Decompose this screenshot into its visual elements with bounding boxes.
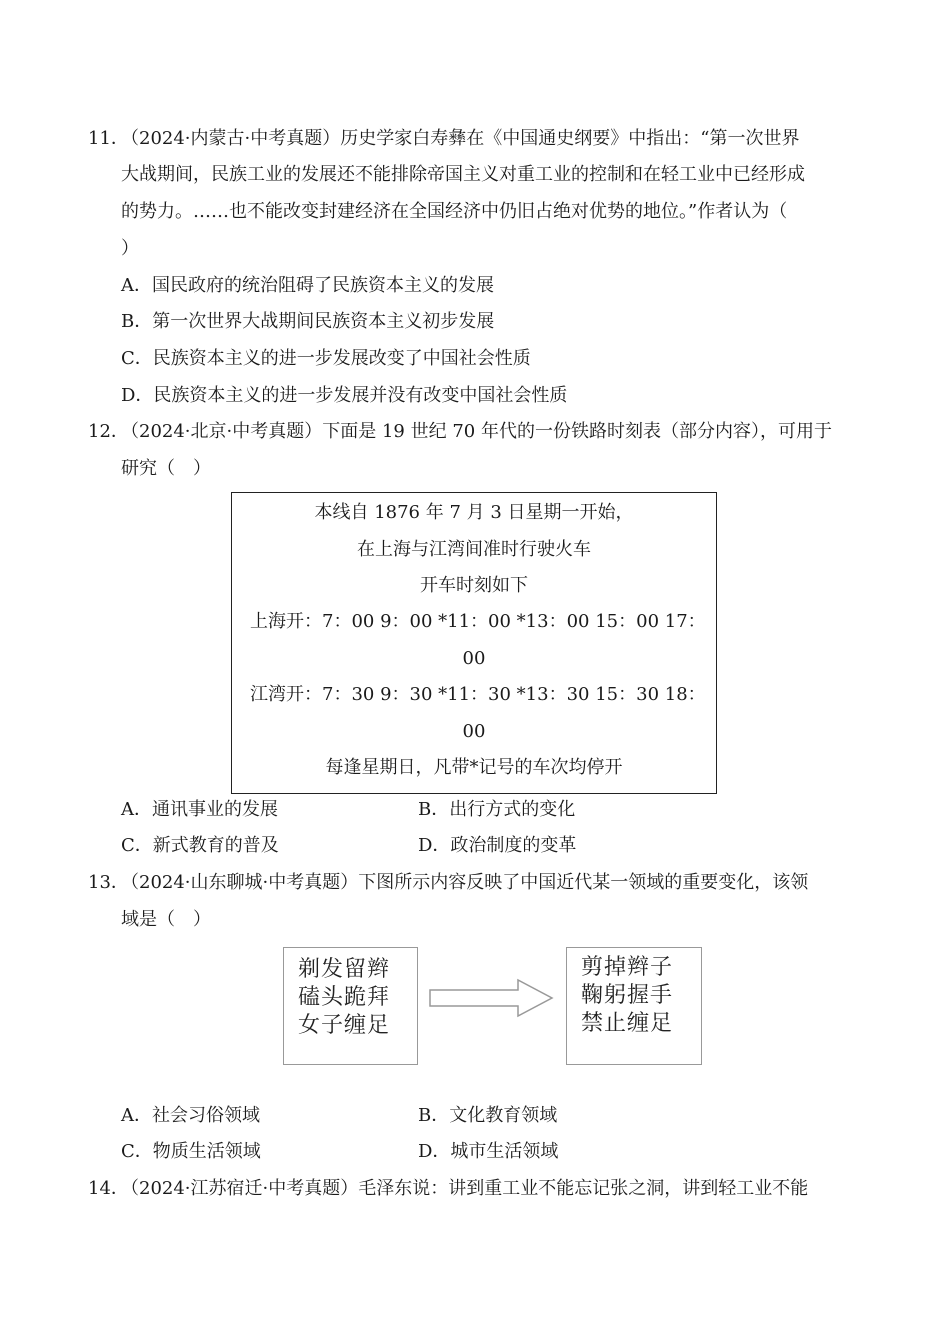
question-number: 12． (88, 421, 129, 442)
question-text-line: （2024·江苏宿迁·中考真题）毛泽东说：讲到重工业不能忘记张之洞，讲到轻工业不能 (121, 1178, 809, 1199)
figure-text: 禁止缠足 (581, 1011, 674, 1036)
railway-timetable-box (231, 492, 717, 794)
question-number: 13． (88, 872, 129, 893)
option-c: C．民族资本主义的进一步发展改变了中国社会性质 (121, 348, 531, 369)
question-text-line: （2024·内蒙古·中考真题）历史学家白寿彝在《中国通史纲要》中指出：“第一次世界 (121, 128, 800, 149)
option-a: A．国民政府的统治阻碍了民族资本主义的发展 (121, 275, 494, 296)
option-d: D．城市生活领域 (418, 1141, 559, 1162)
question-text-line: 研究（ ） (121, 458, 211, 479)
right-arrow-icon (428, 978, 556, 1018)
question-text-line: 大战期间，民族工业的发展还不能排除帝国主义对重工业的控制和在轻工业中已经形成 (121, 164, 805, 185)
question-number: 11． (88, 128, 129, 149)
question-text-line: （2024·北京·中考真题）下面是 19 世纪 70 年代的一份铁路时刻表（部分内容），可用于 (121, 421, 832, 442)
option-d: D．政治制度的变革 (418, 835, 577, 856)
timetable-line: 在上海与江湾间准时行驶火车 (357, 539, 591, 560)
timetable-line: 00 (462, 721, 486, 742)
option-b: B．文化教育领域 (418, 1105, 558, 1126)
question-text-line: 的势力。……也不能改变封建经济在全国经济中仍旧占绝对优势的地位。”作者认为（ (121, 201, 788, 222)
figure-text: 女子缠足 (298, 1013, 391, 1038)
figure-text: 鞠躬握手 (581, 983, 674, 1008)
question-text-line: ） (121, 238, 139, 259)
option-b: B．出行方式的变化 (418, 799, 576, 820)
timetable-line: 江湾开：7：30 9：30 *11：30 *13：30 15：30 18： (250, 684, 706, 705)
option-b: B．第一次世界大战期间民族资本主义初步发展 (121, 311, 495, 332)
figure-text: 剃发留辫 (298, 957, 391, 982)
option-c: C．新式教育的普及 (121, 835, 279, 856)
option-c: C．物质生活领域 (121, 1141, 261, 1162)
question-text-line: 域是（ ） (121, 909, 211, 930)
after-customs-box (566, 947, 702, 1065)
option-d: D．民族资本主义的进一步发展并没有改变中国社会性质 (121, 385, 568, 406)
figure-text: 磕头跪拜 (298, 985, 391, 1010)
question-text-line: （2024·山东聊城·中考真题）下图所示内容反映了中国近代某一领域的重要变化，该领 (121, 872, 809, 893)
timetable-line: 开车时刻如下 (420, 575, 528, 596)
timetable-line: 上海开：7：00 9：00 *11：00 *13：00 15：00 17： (250, 611, 706, 632)
option-a: A．通讯事业的发展 (121, 799, 278, 820)
figure-text: 剪掉辫子 (581, 955, 674, 980)
timetable-line: 00 (462, 648, 486, 669)
question-number: 14． (88, 1178, 129, 1199)
before-customs-box (283, 947, 418, 1065)
timetable-line: 本线自 1876 年 7 月 3 日星期一开始， (314, 502, 634, 523)
timetable-line: 每逢星期日，凡带*记号的车次均停开 (325, 757, 623, 778)
option-a: A．社会习俗领域 (121, 1105, 260, 1126)
